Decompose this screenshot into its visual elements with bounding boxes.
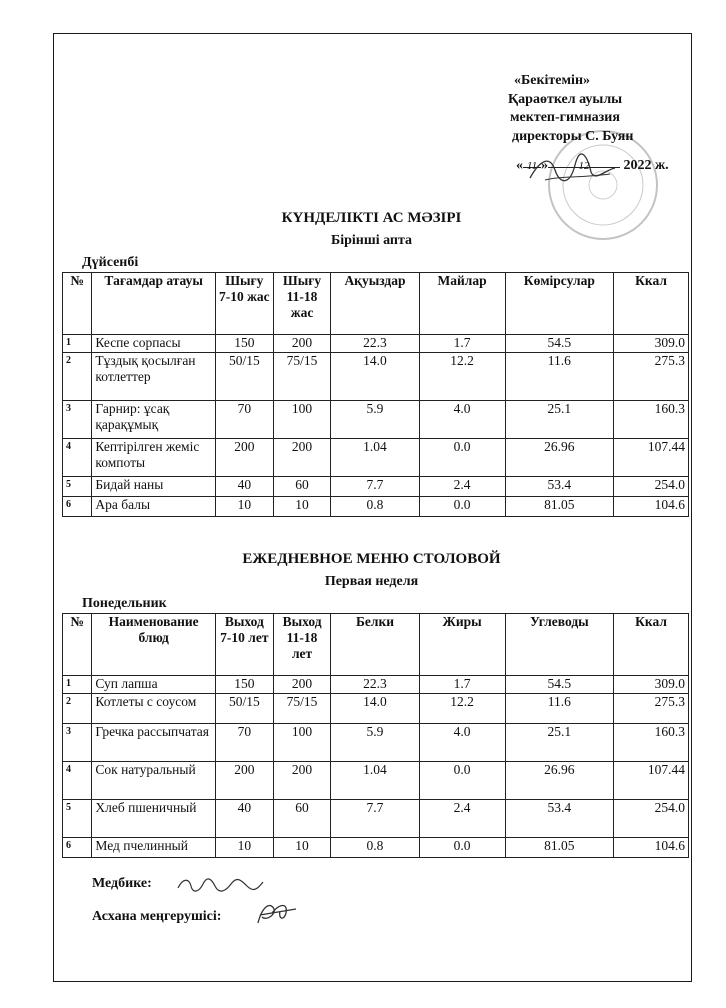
cell-value: 200 [273, 439, 331, 477]
dish-name: Бидай наны [92, 477, 216, 497]
table-row [63, 800, 689, 838]
column-header: Майлар [419, 273, 505, 335]
table-row [63, 497, 689, 517]
cell-value: 81.05 [505, 497, 613, 517]
cell-value: 60 [273, 477, 331, 497]
cell-value: 53.4 [505, 477, 613, 497]
column-header: Выход 11-18 лет [273, 614, 331, 676]
column-header: № [63, 273, 92, 335]
cell-value: 4.0 [419, 724, 505, 762]
row-number: 2 [63, 694, 92, 724]
table-header-row [63, 614, 689, 676]
row-number: 4 [63, 762, 92, 800]
kz-subtitle: Бірінші апта [330, 233, 413, 248]
ru-title: ЕЖЕДНЕВНОЕ МЕНЮ СТОЛОВОЙ [242, 551, 501, 567]
column-header: Шығу 7-10 жас [215, 273, 273, 335]
row-number: 5 [63, 800, 92, 838]
cell-value: 0.0 [419, 838, 505, 858]
cell-value: 54.5 [505, 335, 613, 353]
cell-value: 53.4 [505, 800, 613, 838]
cell-value: 54.5 [505, 676, 613, 694]
approval-line: директоры С. Буян [512, 128, 634, 144]
cell-value: 0.8 [331, 497, 419, 517]
dish-name: Кептірілген жеміс компоты [92, 439, 216, 477]
row-number: 5 [63, 477, 92, 497]
column-header: Наименование блюд [92, 614, 216, 676]
cell-value: 50/15 [215, 694, 273, 724]
cell-value: 25.1 [505, 401, 613, 439]
cell-value: 10 [215, 497, 273, 517]
approval-date [508, 157, 669, 176]
cell-value: 11.6 [505, 694, 613, 724]
date-quote: » [541, 158, 548, 173]
column-header: Көмірсулар [505, 273, 613, 335]
cell-value: 81.05 [505, 838, 613, 858]
cell-value: 200 [215, 439, 273, 477]
dish-name: Тұздық қосылған котлеттер [92, 353, 216, 401]
cell-value: 1.7 [419, 676, 505, 694]
cell-value: 2.4 [419, 800, 505, 838]
row-number: 4 [63, 439, 92, 477]
cell-value: 75/15 [273, 353, 331, 401]
column-header: Ккал [614, 614, 689, 676]
cell-value: 104.6 [614, 497, 689, 517]
date-quote: « [516, 158, 523, 173]
dish-name: Гарнир: ұсақ қарақұмық [92, 401, 216, 439]
column-header: Углеводы [505, 614, 613, 676]
cell-value: 26.96 [505, 439, 613, 477]
cell-value: 1.04 [331, 762, 419, 800]
dish-name: Суп лапша [92, 676, 216, 694]
column-header: Жиры [419, 614, 505, 676]
row-number: 3 [63, 401, 92, 439]
table-row [63, 838, 689, 858]
cell-value: 104.6 [614, 838, 689, 858]
approval-line: мектеп-гимназия [510, 110, 620, 125]
dish-name: Кеспе сорпасы [92, 335, 216, 353]
row-number: 3 [63, 724, 92, 762]
cell-value: 107.44 [614, 762, 689, 800]
cell-value: 0.0 [419, 439, 505, 477]
column-header: Шығу 11-18 жас [273, 273, 331, 335]
dish-name: Ара балы [92, 497, 216, 517]
ru-day: Понедельник [82, 596, 167, 611]
cell-value: 0.0 [419, 762, 505, 800]
row-number: 6 [63, 497, 92, 517]
cell-value: 50/15 [215, 353, 273, 401]
cell-value: 22.3 [331, 676, 419, 694]
dish-name: Сок натуральный [92, 762, 216, 800]
date-month: 12 [548, 157, 620, 168]
cell-value: 70 [215, 724, 273, 762]
canteen-head-signature [252, 897, 300, 929]
cell-value: 200 [273, 676, 331, 694]
cell-value: 200 [273, 335, 331, 353]
cell-value: 100 [273, 724, 331, 762]
cell-value: 7.7 [331, 477, 419, 497]
dish-name: Котлеты с соусом [92, 694, 216, 724]
cell-value: 1.7 [419, 335, 505, 353]
table-row [63, 477, 689, 497]
table-row [63, 439, 689, 477]
cell-value: 7.7 [331, 800, 419, 838]
cell-value: 70 [215, 401, 273, 439]
dish-name: Гречка рассыпчатая [92, 724, 216, 762]
cell-value: 4.0 [419, 401, 505, 439]
cell-value: 60 [273, 800, 331, 838]
dish-name: Хлеб пшеничный [92, 800, 216, 838]
cell-value: 0.0 [419, 497, 505, 517]
table-row [63, 676, 689, 694]
cell-value: 12.2 [419, 694, 505, 724]
cell-value: 150 [215, 335, 273, 353]
cell-value: 5.9 [331, 724, 419, 762]
approval-line: «Бекітемін» [514, 73, 591, 88]
cell-value: 75/15 [273, 694, 331, 724]
cell-value: 150 [215, 676, 273, 694]
cell-value: 254.0 [614, 800, 689, 838]
row-number: 1 [63, 676, 92, 694]
cell-value: 14.0 [331, 353, 419, 401]
table-row [63, 694, 689, 724]
date-day: 11 [523, 157, 541, 168]
cell-value: 309.0 [614, 335, 689, 353]
cell-value: 1.04 [331, 439, 419, 477]
kz-menu-table [62, 272, 689, 517]
cell-value: 22.3 [331, 335, 419, 353]
ru-subtitle: Первая неделя [324, 574, 419, 589]
nurse-label: Медбике: [92, 876, 152, 891]
cell-value: 40 [215, 800, 273, 838]
cell-value: 26.96 [505, 762, 613, 800]
kz-title: КҮНДЕЛІКТІ АС МӘЗІРІ [281, 210, 462, 226]
cell-value: 160.3 [614, 724, 689, 762]
row-number: 1 [63, 335, 92, 353]
cell-value: 200 [215, 762, 273, 800]
cell-value: 200 [273, 762, 331, 800]
cell-value: 12.2 [419, 353, 505, 401]
cell-value: 275.3 [614, 694, 689, 724]
column-header: Ккал [614, 273, 689, 335]
cell-value: 309.0 [614, 676, 689, 694]
dish-name: Мед пчелинный [92, 838, 216, 858]
canteen-head-label: Асхана меңгерушісі: [92, 909, 222, 924]
column-header: Тағамдар атауы [92, 273, 216, 335]
cell-value: 107.44 [614, 439, 689, 477]
row-number: 6 [63, 838, 92, 858]
approval-line: Қараөткел ауылы [508, 91, 623, 107]
cell-value: 25.1 [505, 724, 613, 762]
cell-value: 10 [273, 497, 331, 517]
table-row [63, 335, 689, 353]
row-number: 2 [63, 353, 92, 401]
column-header: Выход 7-10 лет [215, 614, 273, 676]
cell-value: 5.9 [331, 401, 419, 439]
table-row [63, 401, 689, 439]
cell-value: 254.0 [614, 477, 689, 497]
cell-value: 100 [273, 401, 331, 439]
column-header: Ақуыздар [331, 273, 419, 335]
date-year: 2022 ж. [623, 158, 669, 173]
cell-value: 275.3 [614, 353, 689, 401]
column-header: № [63, 614, 92, 676]
kz-day: Дүйсенбі [82, 255, 139, 270]
cell-value: 40 [215, 477, 273, 497]
cell-value: 0.8 [331, 838, 419, 858]
cell-value: 11.6 [505, 353, 613, 401]
table-row [63, 353, 689, 401]
cell-value: 10 [273, 838, 331, 858]
approval-block [508, 72, 669, 176]
cell-value: 14.0 [331, 694, 419, 724]
cell-value: 160.3 [614, 401, 689, 439]
column-header: Белки [331, 614, 419, 676]
ru-menu-table [62, 613, 689, 858]
cell-value: 2.4 [419, 477, 505, 497]
nurse-signature [175, 872, 265, 896]
table-header-row [63, 273, 689, 335]
cell-value: 10 [215, 838, 273, 858]
table-row [63, 762, 689, 800]
table-row [63, 724, 689, 762]
